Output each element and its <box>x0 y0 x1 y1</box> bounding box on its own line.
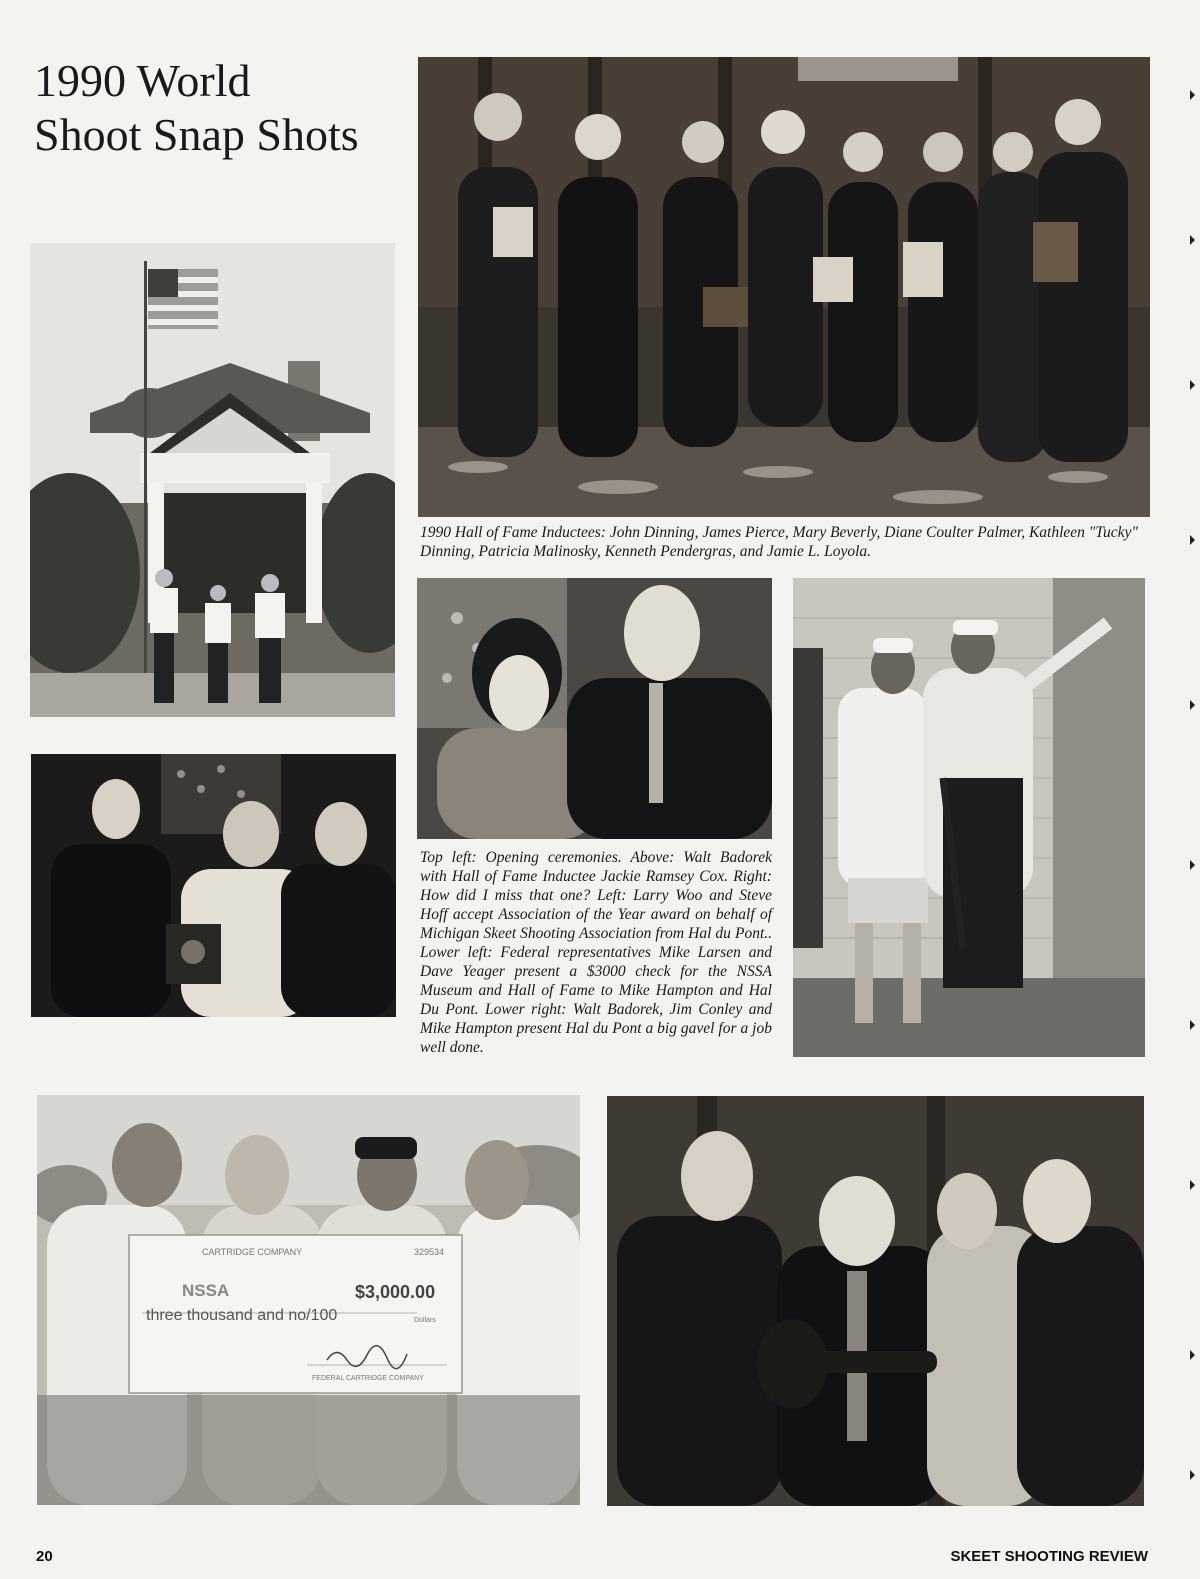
federal-check-photo <box>37 1095 580 1505</box>
article-title <box>34 54 404 162</box>
check-payee: NSSA <box>182 1281 230 1300</box>
association-award-photo <box>31 754 396 1017</box>
check-amount-words: three thousand and no/100 <box>146 1307 338 1324</box>
miss-shot-photo <box>793 578 1145 1057</box>
page-number: 20 <box>36 1548 53 1565</box>
scan-edge-mark <box>1190 1020 1195 1030</box>
check-number: 329534 <box>414 1247 445 1257</box>
scan-edge-mark <box>1190 1180 1195 1190</box>
check-signature-company: FEDERAL CARTRIDGE COMPANY <box>312 1375 424 1382</box>
scan-edge-mark <box>1190 380 1195 390</box>
publication-name: SKEET SHOOTING REVIEW <box>950 1548 1148 1565</box>
scan-edge-mark <box>1190 860 1195 870</box>
title-line-1: 1990 World <box>34 55 251 106</box>
scan-edge-mark <box>1190 235 1195 245</box>
check-dollars-label: Dollars <box>414 1317 436 1324</box>
gavel-presentation-photo <box>607 1096 1144 1506</box>
opening-ceremonies-photo <box>30 243 395 717</box>
scan-edge-mark <box>1190 90 1195 100</box>
check-company-header: CARTRIDGE COMPANY <box>202 1247 303 1257</box>
badorek-cox-photo <box>417 578 772 839</box>
hall-of-fame-photo <box>418 57 1150 517</box>
photo-captions-block: Top left: Opening ceremonies. Above: Walt Badorek with Hall of Fame Inductee Jackie Ramsey Cox. Right: How did I miss that one? Left: Larry Woo and Steve Hoff accept Association of the Year award on behalf of Michigan Skeet Shooting Association from Hal du Pont.. Lower left: Federal representatives Mike Larsen and Dave Yeager present a $3000 check for the NSSA Museum and Hall of Fame to Mike Hampton and Hal Du Pont. Lower right: Walt Badorek, Jim Conley and Mike Hampton present Hal du Pont a big gavel for a job well done. <box>420 849 772 1056</box>
title-line-2: Shoot Snap Shots <box>34 109 359 160</box>
scan-edge-mark <box>1190 1470 1195 1480</box>
scan-edge-mark <box>1190 535 1195 545</box>
scan-edge-mark <box>1190 1350 1195 1360</box>
scan-edge-mark <box>1190 700 1195 710</box>
check-amount: $3,000.00 <box>355 1282 436 1302</box>
hall-of-fame-caption: 1990 Hall of Fame Inductees: John Dinning, James Pierce, Mary Beverly, Diane Coulter Palmer, Kathleen "Tucky" Dinning, Patricia Malinosky, Kenneth Pendergras, and Jamie L. Loyola. <box>420 524 1138 560</box>
